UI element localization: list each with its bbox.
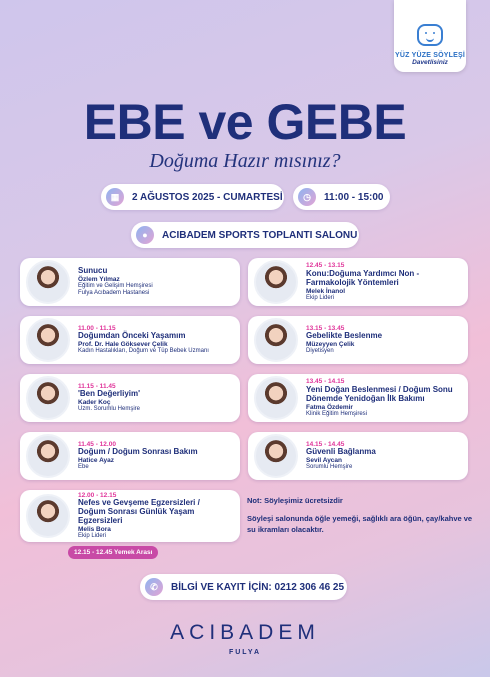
speaker-role: Sorumlu Hemşire: [306, 464, 353, 471]
speaker-name: Prof. Dr. Hale Göksever Çelik: [78, 341, 168, 349]
speaker-name: Müzeyyen Çelik: [306, 341, 355, 349]
speaker-role: Uzm. Sorumlu Hemşire: [78, 406, 141, 413]
note-body: Söyleşi salonunda öğle yemeği, sağlıklı ara öğün, çay/kahve ve su ikramları olacaktır.: [247, 514, 473, 534]
session-title-2: Dönemde Yenidoğan İlk Bakımı: [306, 393, 425, 403]
time-pill: [293, 184, 390, 210]
speaker-name: Hatice Ayaz: [78, 457, 115, 465]
session-title: 'Ben Değerliyim': [78, 389, 141, 399]
speaker-photo: [26, 494, 70, 538]
badge-line-1: YÜZ YÜZE SÖYLEŞİ: [395, 52, 465, 59]
event-time: 11:00 - 15:00: [324, 191, 384, 203]
speaker-name: Melek İnanol: [306, 287, 346, 295]
badge-line-2: Davetlisiniz: [412, 59, 448, 66]
calendar-icon: ▦: [106, 188, 124, 206]
speaker-role: Eğitim ve Gelişim Hemşiresi: [78, 283, 153, 290]
session-time: 13.15 - 13.45: [306, 324, 345, 332]
session-title: Nefes ve Gevşeme Egzersizleri /: [78, 498, 200, 508]
speaker-role: Kadın Hastalıkları, Doğum ve Tüp Bebek Uzmanı: [78, 348, 209, 355]
session-title-2: Doğum Sonrası Günlük Yaşam Egzersizleri: [78, 507, 195, 526]
speaker-photo: [26, 434, 70, 478]
contact-pill[interactable]: [140, 574, 347, 600]
date-pill: [101, 184, 284, 210]
speaker-name: Sevil Aycan: [306, 457, 343, 465]
session-card: [20, 374, 240, 422]
speaker-photo: [254, 260, 298, 304]
session-card: [248, 316, 468, 364]
session-title: Yeni Doğan Beslenmesi / Doğum Sonu: [306, 384, 453, 394]
session-title: Konu:Doğuma Yardımcı Non -: [306, 268, 420, 278]
speaker-photo: [254, 376, 298, 420]
session-card: [20, 316, 240, 364]
event-note: [247, 496, 477, 536]
speaker-photo: [26, 318, 70, 362]
event-subtitle: Doğuma Hazır mısınız?: [149, 150, 341, 172]
session-title: Güvenli Bağlanma: [306, 447, 376, 457]
session-time: 14.15 - 14.45: [306, 440, 345, 448]
session-time: 13.45 - 14.15: [306, 378, 345, 386]
session-card: [20, 258, 240, 306]
session-title: Doğum / Doğum Sonrası Bakım: [78, 447, 198, 457]
speaker-name: Kader Koç: [78, 399, 111, 407]
session-title: Sunucu: [78, 266, 108, 276]
session-card: [248, 374, 468, 422]
lunch-break-badge: 12.15 - 12.45 Yemek Arası: [68, 546, 158, 559]
speaker-role: Klinik Eğitim Hemşiresi: [306, 410, 368, 417]
speaker-photo: [254, 434, 298, 478]
speaker-name: Fatma Özdemir: [306, 403, 353, 411]
speaker-photo: [254, 318, 298, 362]
session-card: [248, 258, 468, 306]
speaker-photo: [26, 376, 70, 420]
session-time: 11.45 - 12.00: [78, 440, 116, 448]
session-time: 11.00 - 11.15: [78, 324, 116, 332]
session-time: 12.45 - 13.15: [306, 262, 345, 270]
speaker-photo: [26, 260, 70, 304]
contact-text: BİLGİ VE KAYIT İÇİN: 0212 306 46 25: [171, 581, 345, 593]
speaker-role-2: Fulya Acıbadem Hastanesi: [78, 290, 150, 297]
session-card: [20, 490, 240, 542]
clock-icon: ◷: [298, 188, 316, 206]
event-date: 2 AĞUSTOS 2025 - CUMARTESİ: [132, 191, 283, 203]
session-title-2: Farmakolojik Yöntemleri: [306, 277, 399, 287]
chat-bubble-icon: [417, 24, 443, 46]
event-title: EBE ve GEBE: [83, 94, 407, 150]
session-title: Doğumdan Önceki Yaşamım: [78, 331, 186, 341]
speaker-name: Özlem Yılmaz: [78, 276, 120, 284]
session-card: [20, 432, 240, 480]
session-time: 11.15 - 11.45: [78, 382, 116, 390]
speaker-role: Ekip Lideri: [78, 533, 107, 540]
brand-logo-sub: FULYA: [228, 649, 262, 656]
event-location: ACIBADEM SPORTS TOPLANTI SALONU: [162, 229, 358, 241]
session-card: [248, 432, 468, 480]
event-badge: [394, 0, 466, 72]
speaker-name: Melis Bora: [78, 526, 111, 534]
location-pill: [131, 222, 359, 248]
speaker-role: Diyetisyen: [306, 348, 334, 355]
speaker-role: Ekip Lideri: [306, 294, 335, 301]
phone-icon: ✆: [145, 578, 163, 596]
brand-logo: ACIBADEM: [170, 621, 320, 644]
session-title: Gebelikte Beslenme: [306, 331, 383, 341]
session-time: 12.00 - 12.15: [78, 491, 117, 499]
note-title: Not: Söyleşimiz ücretsizdir: [247, 496, 343, 505]
speaker-role: Ebe: [78, 464, 89, 471]
location-pin-icon: ●: [136, 226, 154, 244]
